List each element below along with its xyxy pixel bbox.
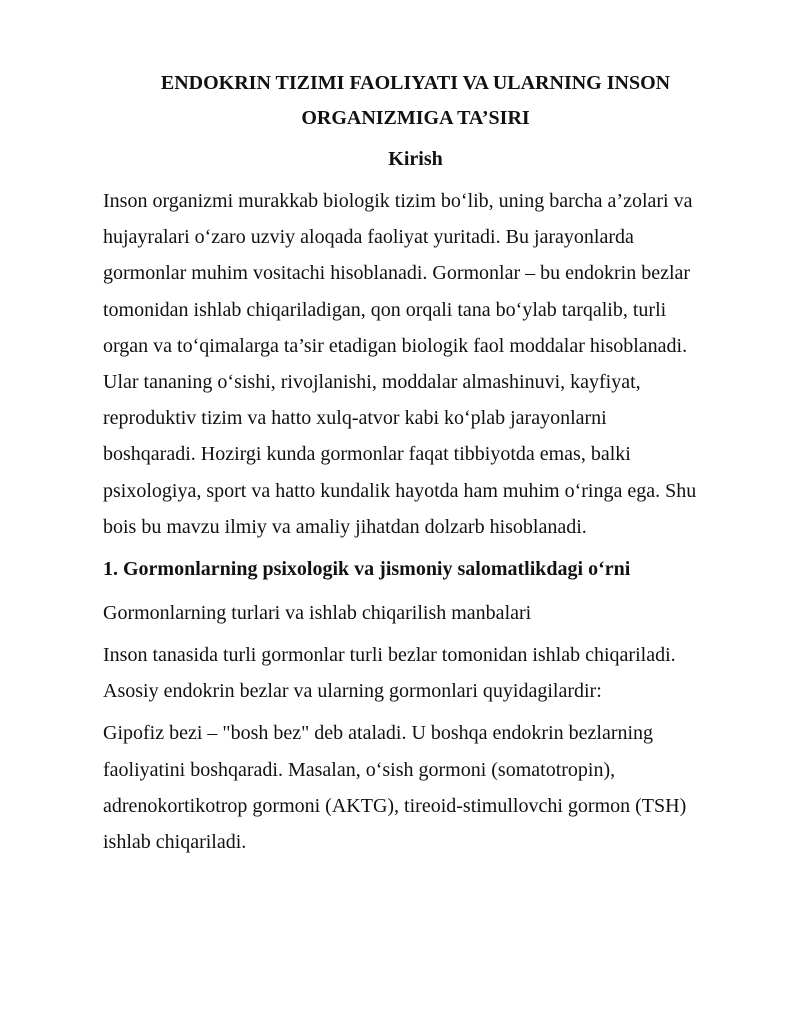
paragraph [103, 637, 728, 709]
section-subheading: Gormonlarning turlari va ishlab chiqarilish manbalari [103, 602, 532, 625]
document-title [103, 66, 728, 136]
text-line: Ular tananing o‘sishi, rivojlanishi, moddalar almashinuvi, kayfiyat, [103, 371, 641, 394]
text-line: boshqaradi. Hozirgi kunda gormonlar faqat tibbiyotda emas, balki [103, 443, 631, 466]
title-line: ENDOKRIN TIZIMI FAOLIYATI VA ULARNING INSON [160, 72, 671, 94]
text-line: Asosiy endokrin bezlar va ularning gormonlari quyidagilardir: [103, 680, 602, 703]
text-line: ishlab chiqariladi. [103, 831, 247, 854]
text-line: reproduktiv tizim va hatto xulq-atvor kabi ko‘plab jarayonlarni [103, 407, 607, 430]
title-line: ORGANIZMIGA TA’SIRI [301, 107, 530, 129]
text-line: adrenokortikotrop gormoni (AKTG), tireoid-stimullovchi gormon (TSH) [103, 794, 687, 817]
document-page [103, 66, 728, 860]
text-line: hujayralari o‘zaro uzviy aloqada faoliyat yuritadi. Bu jarayonlarda [103, 226, 634, 249]
text-line: psixologiya, sport va hatto kundalik hayotda ham muhim o‘ringa ega. Shu [103, 479, 697, 502]
intro-heading: Kirish [388, 148, 443, 170]
text-line: faoliyatini boshqaradi. Masalan, o‘sish gormoni (somatotropin), [103, 758, 616, 781]
text-line: Gipofiz bezi – "bosh bez" deb ataladi. U boshqa endokrin bezlarning [103, 722, 654, 745]
text-line: tomonidan ishlab chiqariladigan, qon orqali tana bo‘ylab tarqalib, turli [103, 298, 667, 321]
text-line: bois bu mavzu ilmiy va amaliy jihatdan dolzarb hisoblanadi. [103, 515, 587, 538]
text-line: Inson tanasida turli gormonlar turli bezlar tomonidan ishlab chiqariladi. [103, 644, 676, 667]
text-line: Inson organizmi murakkab biologik tizim bo‘lib, uning barcha a’zolari va [103, 190, 693, 212]
intro-paragraph [103, 183, 728, 545]
section-heading: 1. Gormonlarning psixologik va jismoniy salomatlikdagi o‘rni [103, 558, 631, 581]
text-line: organ va to‘qimalarga ta’sir etadigan biologik faol moddalar hisoblanadi. [103, 334, 688, 357]
text-line: gormonlar muhim vositachi hisoblanadi. Gormonlar – bu endokrin bezlar [103, 262, 691, 285]
paragraph [103, 715, 728, 860]
